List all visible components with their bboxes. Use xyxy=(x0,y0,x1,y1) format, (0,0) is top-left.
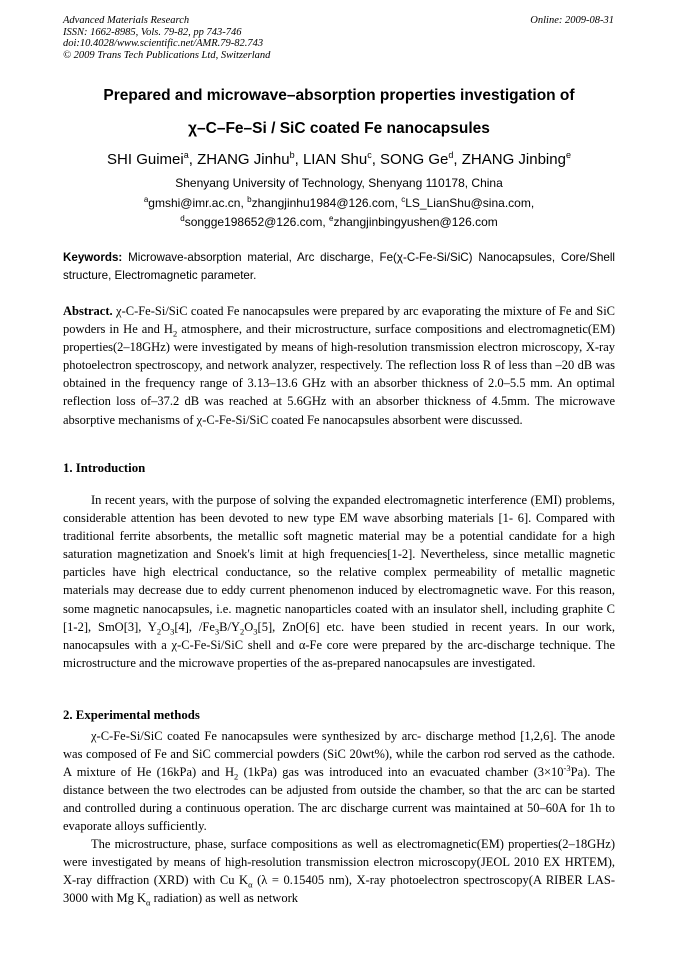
author-mark: a xyxy=(183,150,189,160)
author: ZHANG Jinhu xyxy=(197,151,290,168)
subscript: α xyxy=(146,897,151,908)
subscript: 2 xyxy=(156,626,162,637)
email-address[interactable]: zhangjinbingyushen@126.com xyxy=(333,215,498,229)
paragraph-text: Pa). The distance between the two electrodes can be adjusted from outside the chamber, so that the arc can be started and controlled during a continuous operation. The arc discharge current was maintained at 50–60A for 1h to evaporate alloys sufficiently. xyxy=(63,765,615,834)
introduction-paragraph xyxy=(63,491,615,672)
subscript: 2 xyxy=(234,771,239,782)
experimental-paragraph-1 xyxy=(63,727,615,836)
journal-header xyxy=(63,15,270,61)
email-mark: d xyxy=(180,214,185,223)
online-date: Online: 2009-08-31 xyxy=(530,15,614,26)
paper-title-line-2: χ–C–Fe–Si / SiC coated Fe nanocapsules xyxy=(188,120,490,137)
affiliation: Shenyang University of Technology, Shenyang 110178, China xyxy=(175,176,503,190)
paragraph-text: B/Y xyxy=(219,619,241,634)
keywords-label: Keywords: xyxy=(63,251,123,264)
email-address[interactable]: songge198652@126.com xyxy=(184,215,323,229)
author: SONG Ge xyxy=(380,151,449,168)
author: SHI Guimei xyxy=(107,151,184,168)
author-mark: d xyxy=(448,150,454,160)
journal-name: Advanced Materials Research xyxy=(63,15,190,26)
paragraph-text: (1kPa) gas was introduced into an evacuated chamber (3×10 xyxy=(238,765,564,780)
email-address[interactable]: gmshi@imr.ac.cn xyxy=(148,196,241,210)
copyright-line: © 2009 Trans Tech Publications Ltd, Switzerland xyxy=(63,49,271,61)
superscript: -3 xyxy=(563,763,571,774)
keywords-text: Microwave-absorption material, Arc discharge, Fe(χ-C-Fe-Si/SiC) Nanocapsules, Core/Shell structure, Electromagnetic parameter. xyxy=(63,251,615,282)
subscript: 3 xyxy=(253,626,258,637)
paper-title-line-1: Prepared and microwave–absorption properties investigation of xyxy=(103,87,575,104)
email-line-2: $^d$songge198652@126.com, $^e$zhangjinbingyushen@126.com xyxy=(180,214,498,229)
paragraph-text: χ-C-Fe-Si/SiC coated Fe nanocapsules were synthesized by arc- discharge method [1,2,6]. The anode was composed of Fe and SiC commercial powders (SiC 20wt%), while the carbon rod served as the cathode. A mixture of He (16kPa) and H xyxy=(63,729,615,780)
email-address[interactable]: LS_LianShu@sina.com xyxy=(405,196,531,210)
paragraph-text: (λ = 0.15405 nm), X-ray photoelectron spectroscopy(A RIBER LAS-3000 with Mg K xyxy=(63,873,615,906)
email-mark: e xyxy=(329,214,334,223)
experimental-paragraph-2 xyxy=(63,835,615,907)
paragraph-text: In recent years, with the purpose of solving the expanded electromagnetic interference (EMI) problems, considerable attention has been devoted to new type EM wave absorbing materials [1- 6]. Compared with traditional ferrite absorbents, the metallic soft magnetic material may be a potential candidate for a high saturation magnetization and Snoek's limit at high frequencies[1-2]. Nevertheless, since metallic magnetic particles have high electrical conductance, so the relative complex permeability of metallic magnetic materials may decrease due to eddy current phenomenon induced by electromagnetic wave. For this reason, some magnetic nanocapsules, i.e. magnetic nanoparticles coated with an insulator shell, including graphite C [1-2], SmO[3], Y xyxy=(63,493,615,634)
paragraph-text: radiation) as well as network xyxy=(150,891,298,906)
doi-line: doi:10.4028/www.scientific.net/AMR.79-82.743 xyxy=(63,38,264,49)
issn-line: ISSN: 1662-8985, Vols. 79-82, pp 743-746 xyxy=(63,26,242,38)
subscript: 3 xyxy=(214,626,220,637)
email-mark: b xyxy=(247,195,252,204)
abstract xyxy=(63,302,615,429)
subscript: 3 xyxy=(170,626,175,637)
author-mark: e xyxy=(565,150,571,160)
subscript: 2 xyxy=(240,626,245,637)
author-mark: c xyxy=(367,150,372,160)
paragraph-text: O xyxy=(161,619,171,634)
author-list: SHI Guimei$^a$, ZHANG Jinhu$^b$, LIAN Shu$^c$, SONG Ge$^d$, ZHANG Jinbing$^e$ xyxy=(107,150,571,168)
paragraph-text: [4], /Fe xyxy=(174,619,215,634)
section-heading-introduction: 1. Introduction xyxy=(63,461,146,475)
paragraph-text: The microstructure, phase, surface compositions as well as electromagnetic(EM) properties(2–18GHz) were investigated by means of high-resolution transmission electron microscopy(JEOL 2010 EX HRTEM), X-ray diffraction (XRD) with Cu K xyxy=(63,837,615,888)
section-heading-experimental: 2. Experimental methods xyxy=(63,708,200,722)
author-mark: b xyxy=(289,150,295,160)
subscript: α xyxy=(248,879,253,890)
abstract-text: χ-C-Fe-Si/SiC coated Fe nanocapsules were prepared by arc evaporating the mixture of Fe and SiC powders in He and H xyxy=(63,304,616,337)
paragraph-text: [5], ZnO[6] etc. have been studied in recent years. In our work, nanocapsules with a χ-C-Fe-Si/SiC shell and α-Fe core were prepared by the arc-discharge technique. The microstructure and the microwave properties of the as-prepared nanocapsules are investigated. xyxy=(63,619,615,670)
subscript: 2 xyxy=(172,328,178,339)
abstract-label: Abstract. xyxy=(63,304,113,318)
paragraph-text: O xyxy=(244,619,254,634)
author: ZHANG Jinbing xyxy=(461,151,566,168)
keywords xyxy=(63,249,615,285)
email-mark: c xyxy=(401,195,406,204)
email-address[interactable]: zhangjinhu1984@126.com xyxy=(251,196,395,210)
email-mark: a xyxy=(143,195,149,204)
email-line-1: $^a$gmshi@imr.ac.cn, $^b$zhangjinhu1984@126.com, $^c$LS_LianShu@sina.com, xyxy=(143,195,535,210)
abstract-text: atmosphere, and their microstructure, surface compositions and electromagnetic(EM) properties(2–18GHz) were investigated by means of high-resolution transmission electron microscopy, X-ray photoelectron spectroscopy, and network analyzer, respectively. The reflection loss R of less than –20 dB was obtained in the frequency range of 3.13–13.6 GHz with an absorber thickness of 2.0–5.5 mm. An optimal reflection loss of–37.2 dB was reached at 5.6GHz with an absorber thickness of 4.5mm. The microwave absorptive mechanisms of χ-C-Fe-Si/SiC coated Fe nanocapsules absorbent were discussed. xyxy=(63,322,615,427)
author: LIAN Shu xyxy=(302,151,368,168)
